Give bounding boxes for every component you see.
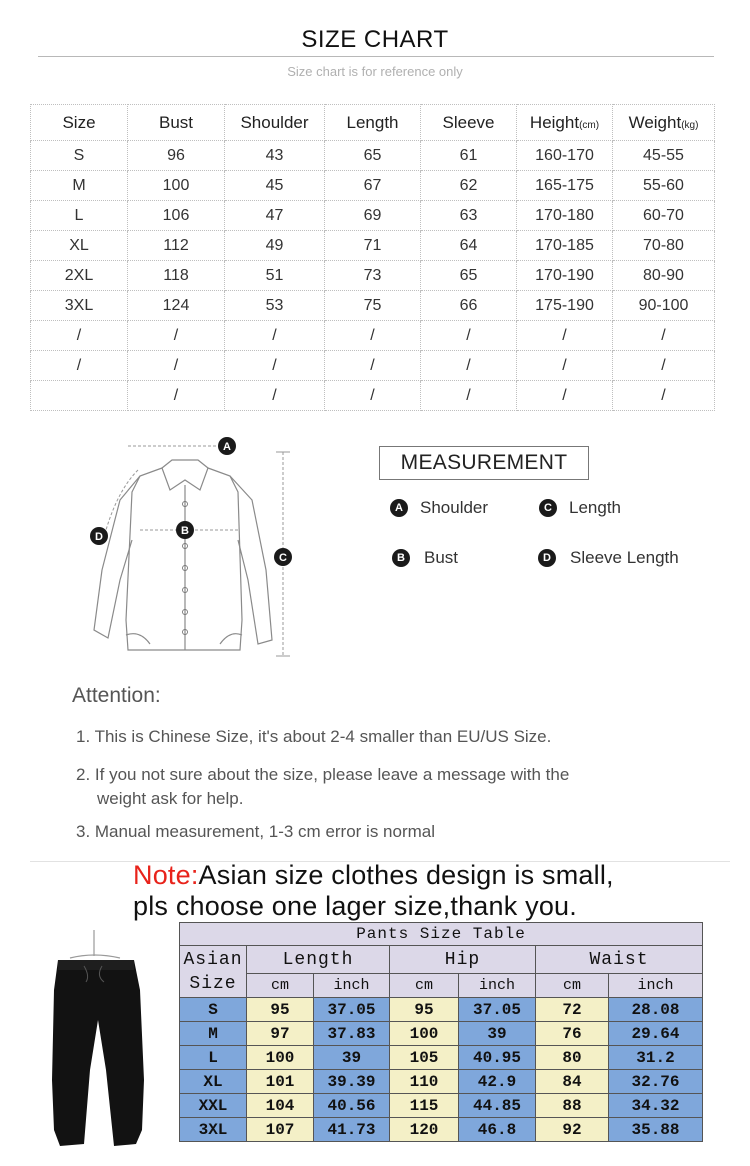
legend-length	[539, 498, 621, 518]
table-cell: 60-70	[613, 201, 715, 231]
table-cell: /	[128, 351, 225, 381]
table-cell: 45-55	[613, 141, 715, 171]
table-cell: 170-180	[517, 201, 613, 231]
table-cell: 100	[247, 1046, 314, 1070]
table-cell: /	[517, 351, 613, 381]
table-row	[180, 1118, 703, 1142]
attention-item-2-line1: 2. If you not sure about the size, please leave a message with the	[76, 765, 570, 784]
table-cell: 175-190	[517, 291, 613, 321]
table-cell: /	[128, 321, 225, 351]
table-cell: 37.05	[314, 998, 390, 1022]
legend-badge-b: B	[392, 549, 410, 567]
table-cell: 80-90	[613, 261, 715, 291]
header-weight	[613, 105, 715, 141]
table-cell: 47	[225, 201, 325, 231]
table-row	[31, 291, 715, 321]
table-cell: 72	[536, 998, 609, 1022]
table-cell	[31, 381, 128, 411]
table-cell: 69	[325, 201, 421, 231]
table-cell: 43	[225, 141, 325, 171]
table-cell: 100	[128, 171, 225, 201]
table-cell: 37.83	[314, 1022, 390, 1046]
table-row	[31, 171, 715, 201]
table-cell: 39	[459, 1022, 536, 1046]
table-row	[31, 321, 715, 351]
note-line-1	[133, 860, 614, 891]
pants-image	[44, 930, 154, 1152]
pants-unit-length-cm: cm	[247, 974, 314, 998]
table-cell: 112	[128, 231, 225, 261]
badge-b	[176, 521, 194, 539]
table-cell: /	[613, 321, 715, 351]
svg-text:B: B	[181, 525, 189, 537]
table-cell: 88	[536, 1094, 609, 1118]
table-cell: 107	[247, 1118, 314, 1142]
legend-label-length: Length	[569, 498, 621, 517]
table-row	[180, 1046, 703, 1070]
table-cell: 49	[225, 231, 325, 261]
table-cell: 46.8	[459, 1118, 536, 1142]
badge-c	[274, 548, 292, 566]
header-bust: Bust	[128, 105, 225, 141]
header-height	[517, 105, 613, 141]
table-cell: 37.05	[459, 998, 536, 1022]
pants-size-cell: S	[180, 998, 247, 1022]
table-cell: /	[325, 321, 421, 351]
table-cell: /	[517, 321, 613, 351]
table-cell: 39.39	[314, 1070, 390, 1094]
legend-badge-c: C	[539, 499, 557, 517]
table-row	[180, 1070, 703, 1094]
pants-size-cell: M	[180, 1022, 247, 1046]
table-cell: 35.88	[609, 1118, 703, 1142]
table-row	[31, 381, 715, 411]
table-cell: 76	[536, 1022, 609, 1046]
legend-shoulder	[390, 498, 488, 518]
table-cell: 44.85	[459, 1094, 536, 1118]
size-chart-header-row	[31, 105, 715, 141]
table-cell: /	[421, 321, 517, 351]
legend-label-bust: Bust	[424, 548, 459, 567]
table-cell: /	[225, 321, 325, 351]
pants-size-cell: XL	[180, 1070, 247, 1094]
table-cell: /	[225, 351, 325, 381]
header-height-label: Height	[529, 112, 580, 132]
table-row	[31, 261, 715, 291]
attention-item-2	[76, 763, 696, 811]
table-cell: 115	[390, 1094, 459, 1118]
table-cell: 51	[225, 261, 325, 291]
table-cell: 65	[421, 261, 517, 291]
table-cell: /	[325, 381, 421, 411]
pants-size-cell: L	[180, 1046, 247, 1070]
table-cell: 101	[247, 1070, 314, 1094]
table-cell: 170-190	[517, 261, 613, 291]
table-cell: 64	[421, 231, 517, 261]
pants-header-length: Length	[247, 946, 390, 974]
table-cell: 92	[536, 1118, 609, 1142]
table-cell: 75	[325, 291, 421, 321]
header-weight-label: Weight	[628, 112, 682, 132]
page-subtitle: Size chart is for reference only	[287, 64, 463, 79]
table-cell: /	[31, 351, 128, 381]
attention-item-3: 3. Manual measurement, 1-3 cm error is normal	[76, 822, 436, 841]
table-cell: 124	[128, 291, 225, 321]
pants-size-cell: XXL	[180, 1094, 247, 1118]
table-cell: /	[325, 351, 421, 381]
table-cell: /	[421, 351, 517, 381]
table-cell: 53	[225, 291, 325, 321]
legend-label-shoulder: Shoulder	[420, 498, 489, 517]
legend-label-sleeve-length: Sleeve Length	[570, 548, 679, 567]
table-cell: 97	[247, 1022, 314, 1046]
table-cell: 66	[421, 291, 517, 321]
table-cell: 29.64	[609, 1022, 703, 1046]
table-cell: /	[225, 381, 325, 411]
measurement-title: MEASUREMENT	[379, 446, 589, 480]
table-cell: 40.56	[314, 1094, 390, 1118]
header-weight-unit: (kg)	[681, 119, 699, 131]
table-cell: 118	[128, 261, 225, 291]
svg-text:D: D	[95, 531, 103, 543]
table-cell: /	[128, 381, 225, 411]
table-cell: 28.08	[609, 998, 703, 1022]
svg-text:A: A	[223, 441, 231, 453]
table-cell: 67	[325, 171, 421, 201]
page-title: SIZE CHART	[301, 26, 449, 53]
table-cell: 80	[536, 1046, 609, 1070]
table-cell: 73	[325, 261, 421, 291]
table-cell: 55-60	[613, 171, 715, 201]
table-cell: 104	[247, 1094, 314, 1118]
legend-sleeve-length	[538, 548, 679, 568]
pants-header-asian: Asian	[183, 949, 243, 970]
size-chart-table	[30, 104, 715, 411]
header-shoulder: Shoulder	[225, 105, 325, 141]
table-row	[180, 1022, 703, 1046]
table-cell: 95	[390, 998, 459, 1022]
pants-unit-hip-inch: inch	[459, 974, 536, 998]
svg-text:C: C	[279, 552, 287, 564]
table-cell: 71	[325, 231, 421, 261]
table-row	[31, 141, 715, 171]
pants-header-size: Size	[189, 973, 237, 994]
table-cell: 105	[390, 1046, 459, 1070]
table-cell: 106	[128, 201, 225, 231]
table-cell: 61	[421, 141, 517, 171]
table-cell: 95	[247, 998, 314, 1022]
note-line-2: pls choose one lager size,thank you.	[133, 891, 577, 921]
table-cell: 70-80	[613, 231, 715, 261]
table-cell: 84	[536, 1070, 609, 1094]
header-length: Length	[325, 105, 421, 141]
table-cell: 40.95	[459, 1046, 536, 1070]
pants-unit-length-inch: inch	[314, 974, 390, 998]
table-row	[180, 1094, 703, 1118]
table-cell: L	[31, 201, 128, 231]
pants-unit-waist-cm: cm	[536, 974, 609, 998]
badge-a	[218, 437, 236, 455]
table-cell: 41.73	[314, 1118, 390, 1142]
badge-d	[90, 527, 108, 545]
table-cell: S	[31, 141, 128, 171]
table-cell: 100	[390, 1022, 459, 1046]
table-cell: 120	[390, 1118, 459, 1142]
table-cell: XL	[31, 231, 128, 261]
table-cell: 2XL	[31, 261, 128, 291]
table-cell: 110	[390, 1070, 459, 1094]
attention-item-1: 1. This is Chinese Size, it's about 2-4 smaller than EU/US Size.	[76, 727, 552, 746]
legend-badge-d: D	[538, 549, 556, 567]
table-cell: /	[421, 381, 517, 411]
table-cell: 63	[421, 201, 517, 231]
table-cell: 34.32	[609, 1094, 703, 1118]
table-cell: 90-100	[613, 291, 715, 321]
table-row	[31, 201, 715, 231]
table-cell: /	[517, 381, 613, 411]
table-cell: /	[613, 381, 715, 411]
note-text	[133, 860, 614, 922]
table-cell: 3XL	[31, 291, 128, 321]
table-cell: 32.76	[609, 1070, 703, 1094]
shirt-diagram	[80, 430, 310, 670]
legend-badge-a: A	[390, 499, 408, 517]
pants-header-asian-size	[180, 946, 247, 998]
pants-unit-hip-cm: cm	[390, 974, 459, 998]
legend-bust	[392, 548, 458, 568]
table-cell: M	[31, 171, 128, 201]
table-row	[31, 351, 715, 381]
table-cell: 39	[314, 1046, 390, 1070]
note-line-1-text: Asian size clothes design is small,	[198, 860, 614, 890]
table-cell: /	[613, 351, 715, 381]
table-cell: 96	[128, 141, 225, 171]
table-cell: /	[31, 321, 128, 351]
pants-header-hip: Hip	[390, 946, 536, 974]
table-cell: 42.9	[459, 1070, 536, 1094]
header-height-unit: (cm)	[579, 119, 600, 131]
table-row	[180, 998, 703, 1022]
table-cell: 45	[225, 171, 325, 201]
table-cell: 170-185	[517, 231, 613, 261]
pants-table-caption: Pants Size Table	[180, 923, 703, 946]
table-cell: 62	[421, 171, 517, 201]
title-divider	[38, 56, 714, 57]
table-cell: 165-175	[517, 171, 613, 201]
table-cell: 65	[325, 141, 421, 171]
table-cell: 160-170	[517, 141, 613, 171]
pants-size-table	[179, 922, 703, 1142]
pants-unit-waist-inch: inch	[609, 974, 703, 998]
table-row	[31, 231, 715, 261]
pants-size-cell: 3XL	[180, 1118, 247, 1142]
note-prefix: Note:	[133, 860, 199, 890]
attention-item-2-line2: weight ask for help.	[97, 789, 244, 808]
header-sleeve: Sleeve	[421, 105, 517, 141]
attention-title: Attention:	[72, 684, 161, 707]
table-cell: 31.2	[609, 1046, 703, 1070]
pants-header-waist: Waist	[536, 946, 703, 974]
header-size: Size	[31, 105, 128, 141]
